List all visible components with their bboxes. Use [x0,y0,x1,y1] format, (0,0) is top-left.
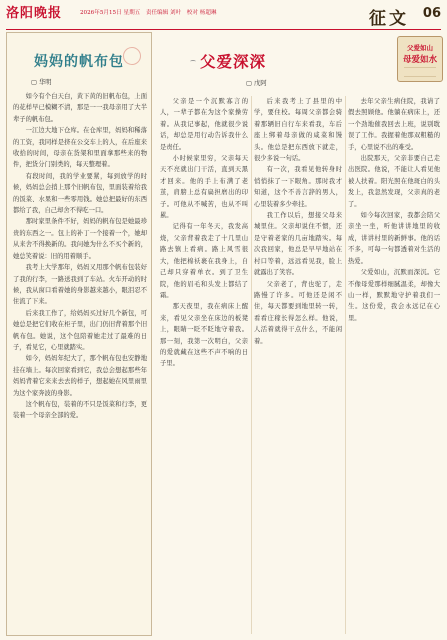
paragraph: 父亲老了，背也驼了，走路慢了许多。可他还是闲不住，每天都要到地里转一转，看看庄稼长得怎么样。他说，人活着就得干点什么，不能闲着。 [254,280,342,345]
left-author-name: 华明 [38,79,52,86]
right-article-column-1 [160,96,248,634]
paragraph: 我工作以后，想接父母来城里住。父亲却说住不惯，还是守着老家的几亩地踏实。每次我回家，他总是早早地站在村口等着，远远看见我，脸上就露出了笑容。 [254,212,342,277]
paragraph: 有一次，我看见他转身时悄悄抹了一下眼角。那时我才知道，这个不善言辞的男人，心里装着多少牵挂。 [254,166,342,208]
left-article-title: 妈妈的帆布包 [34,54,124,70]
paragraph: 这个帆布包，装着的不只是饭菜和行李，更装着一个母亲全部的爱。 [13,400,147,420]
right-article-column-2 [254,96,342,634]
paragraph: 那时家里条件不好，妈妈的帆布包是她最珍贵的东西之一。包上的补丁一个接着一个，她却从来舍不得换新的。我问她为什么不买个新的，她总笑着说：旧的用着顺手。 [13,218,147,260]
paragraph: 记得有一年冬天，我发高烧，父亲背着我走了十几里山路去镇上看病。路上风雪很大，他把棉袄裹在我身上，自己却只穿着单衣。到了卫生院，他的眉毛和头发上都结了霜。 [160,223,248,299]
paragraph: 后来我考上了县里的中学，要住校。每周父亲都会骑着那辆旧自行车来看我，车后座上绑着母亲做的咸菜和馒头。他总是把东西放下就走，很少多说一句话。 [254,98,342,163]
right-article-author: ▢ 戊阿 [246,80,267,87]
masthead [0,0,447,30]
paragraph: 小时候家里穷，父亲每天天不亮就出门干活，直到天黑才回来。他的手上布满了老茧，肩膀上总有扁担磨出的印子。可他从不喊苦，也从不叫累。 [160,155,248,220]
left-article-body [13,91,147,633]
right-article-column-3 [348,96,440,634]
right-author-name: 戊阿 [253,80,267,87]
badge-decoration [404,67,436,77]
paragraph: 出院那天，父亲非要自己走出医院。他说，不能让人看见他被人扶着。阳光照在他斑白的头发上，我忽然发现，父亲真的老了。 [348,155,440,208]
title-flourish-icon [123,47,141,65]
paragraph: 去年父亲生病住院，我请了假去照顾他。他躺在病床上，还一个劲地催我回去上班，说别耽误了工作。我握着他那双粗糙的手，心里说不出的难受。 [348,98,440,151]
paragraph: 父爱如山，沉默而深沉。它不像母爱那样细腻温柔，却像大山一样，默默地守护着我们一生。这份爱，我会永远记在心里。 [348,269,440,322]
header-rule [6,29,441,30]
column-divider [345,96,346,634]
paragraph: 有段时间，我的学业要紧，每到放学的时候，妈妈总会捎上那个旧帆布包，里面装着给我的饭菜、水果和一些零用钱。她总把最好的东西都给了我，自己却舍不得吃一口。 [13,172,147,215]
paragraph: 我考上大学那年，妈妈又用那个帆布包装好了我的行李，一路送我到了车站。火车开动的时候，我从窗口看着她的身影越来越小，眼泪忍不住流了下来。 [13,264,147,306]
column-divider [251,96,252,634]
right-article-title: 父爱深深 [200,52,267,71]
paragraph: 那天夜里，我在病床上醒来，看见父亲坐在床边的板凳上，眼睛一眨不眨地守着我。那一刻，我第一次明白，父亲的爱就藏在这些不声不响的日子里。 [160,303,248,368]
section-title: 征文 [369,9,409,29]
page-number: 06 [422,6,441,21]
paragraph: 如今，妈妈年纪大了，那个帆布包也安静地挂在墙上。每次回家看到它，我总会想起那些年妈妈背着它来来去去的样子，想起她在风里雨里为这个家奔波的身影。 [13,355,147,397]
newspaper-logo: 洛阳晚报 [6,6,63,21]
paragraph: 如今有个白天白，黄下黄的旧帆布包，上面的花样早已模糊不清，那是一一我母亲用了大半辈子的帆布包。 [13,93,147,123]
paragraph: 一江边大地下仓库。在仓库里，妈妈和稀落的工资，我同样是挤在公交车上的人，在后座来收拾的时间，母亲在货架和里面拿那些来的物件，把货分门别类的，每天整理着。 [13,127,147,169]
column-badge [397,36,443,82]
badge-text-top: 父爱如山 [407,44,433,52]
bird-decoration-icon [190,60,196,63]
left-article [6,32,152,636]
paragraph: 父亲是一个沉默寡言的人，一辈子都在为这个家操劳着。从我记事起，他就很少说话，却总是用行动告诉我什么是责任。 [160,98,248,151]
paragraph: 如今每次回家，我都会陪父亲坐一坐，听他讲讲地里的收成，讲讲村里的新鲜事。他的话不多，可每一句都透着对生活的热爱。 [348,212,440,265]
badge-text-bottom: 母爱如水 [402,55,437,65]
left-article-author: ▢ 华明 [31,79,52,86]
dateline: 2026年5月15日 星期五 责任编辑 刘叶 校对 杨超琳 [80,10,217,16]
paragraph: 后来我工作了，给妈妈买过好几个新包，可她总是把它们收在柜子里，出门仍旧背着那个旧帆布包。她说，这个包陪着她走过了最难的日子，看见它，心里就踏实。 [13,309,147,351]
